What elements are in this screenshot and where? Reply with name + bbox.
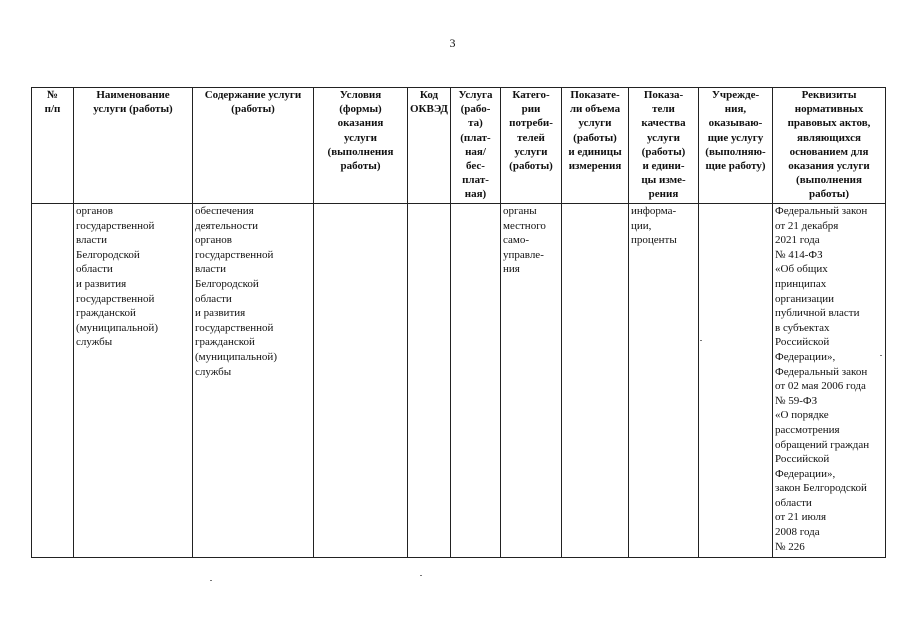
- text-line: Белгородской: [76, 248, 140, 261]
- text-line: государственной: [195, 248, 274, 261]
- text-line: бес-: [466, 160, 485, 173]
- text-line: в субъектах: [775, 321, 830, 334]
- text-line: Наименование: [96, 89, 170, 101]
- text-line: плат-: [462, 174, 489, 187]
- text-line: ния,: [724, 103, 747, 116]
- text-line: № 414-ФЗ: [775, 248, 823, 261]
- cell-quality-indicators: [629, 204, 699, 558]
- header-okved-code: [408, 88, 451, 204]
- text-line: публичной власти: [775, 307, 860, 320]
- text-line: от 21 декабря: [775, 219, 839, 232]
- text-line: государственной: [76, 219, 155, 232]
- text-line: и развития: [195, 307, 246, 320]
- text-line: телей: [517, 131, 545, 144]
- cell-number: [32, 204, 74, 558]
- text-line: измерения: [568, 160, 622, 173]
- text-line: гражданской: [76, 307, 136, 320]
- text-line: (плат-: [460, 131, 491, 144]
- text-line: власти: [76, 234, 107, 247]
- text-line: власти: [195, 263, 226, 276]
- text-line: щие работу): [705, 160, 766, 173]
- text-line: деятельности: [195, 219, 258, 232]
- text-line: Федерации»,: [775, 350, 836, 363]
- text-line: проценты: [631, 234, 677, 247]
- text-line: Показа-: [643, 89, 684, 101]
- text-line: работы): [340, 160, 381, 173]
- header-quality-indicators: [629, 88, 699, 204]
- text-line: основанием для: [789, 145, 869, 158]
- text-line: местного: [503, 219, 546, 232]
- text-line: правовых актов,: [787, 117, 871, 130]
- header-paid-free: [451, 88, 501, 204]
- header-number: [32, 88, 74, 204]
- services-table: [31, 87, 886, 558]
- header-row: [32, 88, 886, 204]
- text-line: ции,: [631, 219, 652, 232]
- cell-okved-code: [408, 204, 451, 558]
- text-line: и едини-: [642, 160, 685, 173]
- text-line: нормативных: [794, 103, 864, 116]
- text-line: ная/: [465, 145, 486, 158]
- text-line: Федеральный закон: [775, 365, 868, 378]
- text-line: (выполняю-: [705, 145, 766, 158]
- text-line: само-: [503, 234, 530, 247]
- text-line: государственной: [195, 321, 274, 334]
- text-line: рассмотрения: [775, 423, 840, 436]
- text-line: Код: [419, 89, 439, 101]
- text-line: Российской: [775, 336, 830, 349]
- text-line: (работы): [573, 131, 617, 144]
- header-volume-indicators: [562, 88, 629, 204]
- text-line: ли объема: [569, 103, 621, 116]
- text-line: (выполнения: [796, 174, 862, 187]
- text-line: услуги: [343, 131, 378, 144]
- text-line: органов: [195, 234, 232, 247]
- text-line: услуги: [646, 131, 681, 144]
- text-line: 2008 года: [775, 526, 820, 539]
- text-line: службы: [76, 336, 113, 349]
- cell-volume-indicators: [562, 204, 629, 558]
- cell-service-content: [193, 204, 314, 558]
- text-line: п/п: [44, 103, 61, 116]
- text-line: 2021 года: [775, 234, 820, 247]
- cell-paid-free: [451, 204, 501, 558]
- cell-service-name: [74, 204, 193, 558]
- scan-speck: [700, 340, 702, 341]
- header-service-content: [193, 88, 314, 204]
- text-line: потреби-: [509, 117, 553, 130]
- text-line: (работы): [231, 103, 275, 116]
- text-line: оказания услуги: [788, 160, 870, 173]
- text-line: цы изме-: [641, 174, 686, 187]
- scan-speck: [880, 355, 882, 356]
- scan-speck: [210, 580, 212, 581]
- text-line: ния: [503, 263, 520, 276]
- text-line: Российской: [775, 453, 830, 466]
- text-line: Реквизиты: [801, 89, 857, 101]
- text-line: Услуга: [458, 89, 493, 101]
- header-institutions: [699, 88, 773, 204]
- text-line: оказываю-: [708, 117, 763, 130]
- text-line: области: [775, 496, 812, 509]
- text-line: (формы): [339, 103, 382, 116]
- text-line: рии: [521, 103, 541, 116]
- text-line: информа-: [631, 205, 677, 217]
- text-line: закон Белгородской: [775, 482, 867, 495]
- text-line: принципах: [775, 277, 827, 290]
- text-line: щие услугу: [707, 131, 764, 144]
- text-line: (работы): [509, 160, 553, 173]
- text-line: Белгородской: [195, 277, 259, 290]
- text-line: Катего-: [512, 89, 550, 101]
- text-line: Содержание услуги: [204, 89, 302, 101]
- header-consumer-categories: [501, 88, 562, 204]
- text-line: «О порядке: [775, 409, 829, 422]
- text-line: оказания: [337, 117, 384, 130]
- text-line: (работы): [641, 145, 686, 158]
- text-line: Федеральный закон: [775, 205, 868, 217]
- text-line: услуги: [578, 117, 612, 130]
- text-line: (муниципальной): [76, 321, 158, 334]
- text-line: являющихся: [797, 131, 861, 144]
- text-line: № 226: [775, 540, 805, 553]
- header-service-name: [74, 88, 193, 204]
- text-line: рения: [648, 188, 679, 201]
- text-line: «Об общих: [775, 263, 828, 276]
- text-line: органов: [76, 205, 113, 217]
- text-line: управле-: [503, 248, 544, 261]
- text-line: области: [76, 263, 113, 276]
- header-legal-acts: [773, 88, 886, 204]
- text-line: Федерации»,: [775, 467, 836, 480]
- text-line: гражданской: [195, 336, 255, 349]
- text-line: услуги (работы): [93, 103, 173, 116]
- header-conditions: [314, 88, 408, 204]
- text-line: Условия: [339, 89, 382, 101]
- text-line: и развития: [76, 277, 127, 290]
- text-line: (муниципальной): [195, 350, 277, 363]
- text-line: работы): [809, 188, 849, 201]
- table-row: [32, 204, 886, 558]
- text-line: тели: [652, 103, 675, 116]
- text-line: № 59-ФЗ: [775, 394, 818, 407]
- text-line: Показате-: [570, 89, 620, 101]
- scan-speck: [420, 575, 422, 576]
- text-line: государственной: [76, 292, 155, 305]
- text-line: услуги: [514, 145, 548, 158]
- text-line: обеспечения: [195, 205, 254, 217]
- cell-institutions: [699, 204, 773, 558]
- text-line: Учрежде-: [711, 89, 760, 101]
- cell-legal-acts: [773, 204, 886, 558]
- text-line: качества: [641, 117, 686, 130]
- text-line: обращений граждан: [775, 438, 870, 451]
- text-line: и единицы: [568, 145, 622, 158]
- text-line: организации: [775, 292, 835, 305]
- text-line: та): [468, 117, 483, 130]
- cell-consumer-categories: [501, 204, 562, 558]
- text-line: органы: [503, 205, 537, 217]
- text-line: №: [46, 89, 59, 101]
- text-line: службы: [195, 365, 232, 378]
- text-line: от 02 мая 2006 года: [775, 380, 866, 393]
- page-number: 3: [449, 36, 456, 50]
- text-line: ОКВЭД: [410, 103, 448, 116]
- text-line: области: [195, 292, 232, 305]
- cell-conditions: [314, 204, 408, 558]
- text-line: от 21 июля: [775, 511, 827, 524]
- text-line: (выполнения: [327, 145, 394, 158]
- text-line: ная): [464, 188, 487, 201]
- text-line: (рабо-: [460, 103, 491, 116]
